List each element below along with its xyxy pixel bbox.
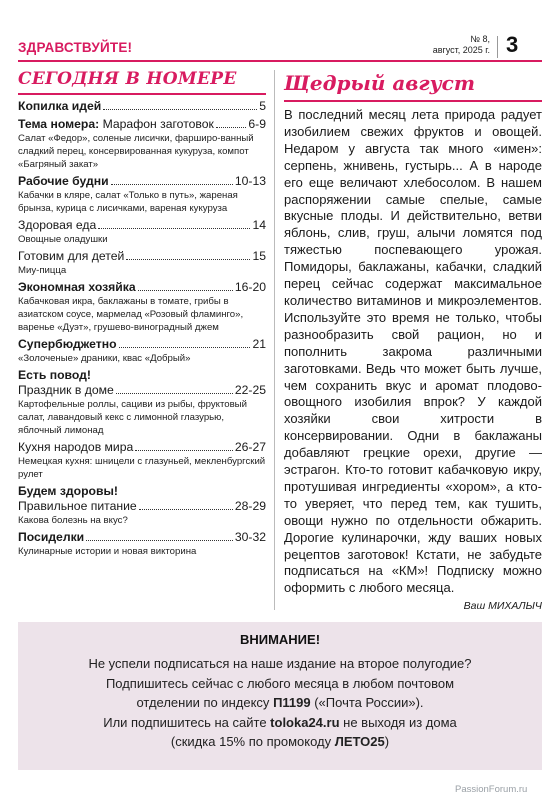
- notice-title: ВНИМАНИЕ!: [239, 632, 321, 647]
- toc-entry-page: 15: [252, 249, 266, 263]
- page-number: 3: [506, 32, 519, 57]
- toc-entry-page: 6-9: [248, 117, 266, 131]
- notice-line: [18, 713, 542, 733]
- subscription-notice: [18, 622, 542, 770]
- toc-entry[interactable]: [18, 117, 266, 171]
- toc-title-rule: [18, 93, 266, 95]
- toc-leader-dots: [139, 509, 233, 510]
- notice-text: Или подпишитесь на сайте: [103, 714, 271, 730]
- toc-title: СЕГОДНЯ В НОМЕРЕ: [18, 69, 237, 89]
- toc-entry-title: Здоровая еда: [18, 218, 97, 232]
- toc-entry[interactable]: [18, 383, 266, 437]
- issue-number: № 8,: [470, 34, 490, 44]
- toc-entry-title: Готовим для детей: [18, 249, 125, 263]
- toc-entry-title: Рабочие будни: [18, 174, 109, 188]
- site-watermark: PassionForum.ru: [455, 784, 528, 795]
- toc-leader-dots: [216, 127, 247, 128]
- toc-entry-page: 30-32: [234, 530, 266, 544]
- page-header: [0, 0, 560, 62]
- notice-line: Не успели подписаться на наше издание на второе полугодие?: [88, 656, 472, 671]
- toc-section-heading: Есть повод!: [18, 368, 91, 382]
- toc-entry[interactable]: [18, 440, 266, 481]
- article-signature: Ваш МИХАЛЫЧ: [463, 600, 542, 613]
- toc-leader-dots: [116, 393, 233, 394]
- notice-line: Подпишитесь сейчас с любого месяца в любом почтовом: [105, 675, 455, 691]
- toc-entry[interactable]: [18, 99, 266, 114]
- toc-entry-description: Какова болезнь на вкус?: [18, 515, 128, 526]
- article-title: Щедрый август: [284, 71, 475, 95]
- notice-text: ): [384, 734, 390, 749]
- toc-leader-dots: [126, 259, 250, 260]
- toc-entry-description: Кулинарные истории и новая викторина: [18, 546, 197, 557]
- toc-entry-page: 22-25: [234, 383, 266, 397]
- toc-leader-dots: [86, 540, 233, 541]
- toc-section-heading: Будем здоровы!: [18, 484, 118, 498]
- toc-entry[interactable]: [18, 530, 266, 558]
- toc-leader-dots: [111, 184, 233, 185]
- toc-leader-dots: [103, 109, 257, 110]
- notice-line: [18, 693, 542, 713]
- toc-entry[interactable]: [18, 174, 266, 215]
- column-separator: [274, 70, 275, 610]
- toc-entry-description: Кабачки в кляре, салат «Только в путь», жареная брынза, курица с лисичками, вареная кукуруза: [18, 190, 238, 214]
- toc-entry-subtitle: Марафон заготовок: [99, 117, 214, 131]
- notice-text: («Почта России»).: [310, 695, 424, 710]
- toc-entry-description: «Золоченые» драники, квас «Добрый»: [18, 353, 191, 364]
- toc-entry-page: 16-20: [234, 280, 266, 294]
- editorial-article: [284, 68, 542, 612]
- issue-date: август, 2025 г.: [432, 45, 490, 55]
- header-rule: [18, 60, 542, 62]
- toc-entry-page: 21: [252, 337, 266, 351]
- toc-entry-title: Экономная хозяйка: [18, 280, 136, 294]
- toc-entry-description: Миу-пицца: [18, 265, 67, 276]
- toc-entry-page: 10-13: [234, 174, 266, 188]
- header-separator: [497, 36, 498, 58]
- notice-text: (скидка 15% по промокоду: [170, 734, 335, 749]
- toc-leader-dots: [119, 347, 251, 348]
- toc-entry[interactable]: [18, 280, 266, 334]
- issue-info: [420, 34, 490, 56]
- toc-entry-description: Салат «Федор», соленые лисички, фарширо-ванный сладкий перец, консервированная кукуруза, компот «Багряный закат»: [18, 133, 254, 170]
- toc-entry-title: Тема номера:: [18, 117, 100, 131]
- toc-leader-dots: [98, 228, 250, 229]
- toc-entry[interactable]: [18, 249, 266, 277]
- table-of-contents: [18, 68, 266, 561]
- article-body: В последний месяц лета природа радует изобилием свежих фруктов и овощей. Недаром у августа так много «имен»: серпень, жнивень, густырь... А в народе его еще величают хлебосолом. В нашем распоряжении самые спелые, самые вкусные плоды. И действительно, ветви яблонь, слив, груш, алычи ломятся под тяжестью поспевающего урожая. Помидоры, баклажаны, кабачки, сладкий перец сейчас содержат максимальное количество витаминов и микроэлементов. Используйте это время не только, чтобы разнообразить свой рацион, но и пополнить закрома различными заготовками. Ведь что может быть лучше, чем сохранить вкус и аромат плодово-овощного изобилия впрок? У каждой хозяйки свои хитрости в консервировании. Одни в баклажаны добавляют грецкие орехи, другие — эстрагон. Кто-то готовит кабачковую икру, протушивая ингредиенты «хором», а кто-то уверяет, что перед тем, как тушить, овощи нужно по отдельности обжарить. Дорогие кулинарочки, жду ваших новых рецептов заготовок! Кстати, не забудьте подписаться на «КМ»! Подписку можно оформить с любого месяца.: [284, 107, 542, 596]
- notice-line: [18, 732, 542, 752]
- toc-entry-page: 14: [252, 218, 266, 232]
- toc-entry-title: Праздник в доме: [18, 383, 114, 397]
- article-title-rule: [284, 100, 542, 102]
- toc-entry-page: 26-27: [234, 440, 266, 454]
- toc-entry-page: 28-29: [234, 499, 266, 513]
- notice-text: не выходя из дома: [339, 714, 457, 730]
- toc-entry-description: Картофельные роллы, сациви из рыбы, фруктовый салат, лавандовый кекс с лимонной глазурью, яблочный лимонад: [18, 399, 247, 436]
- toc-entry[interactable]: [18, 499, 266, 527]
- toc-entry-title: Супербюджетно: [18, 337, 117, 351]
- toc-leader-dots: [135, 450, 233, 451]
- toc-entry-title: Копилка идей: [18, 99, 102, 113]
- toc-entry-description: Овощные оладушки: [18, 234, 108, 245]
- toc-entry-title: Правильное питание: [18, 499, 137, 513]
- notice-text: отделении по индексу: [136, 695, 274, 710]
- subscription-index: П1199: [273, 695, 311, 710]
- subscription-site-link[interactable]: toloka24.ru: [270, 714, 340, 730]
- toc-entry[interactable]: [18, 337, 266, 365]
- toc-entry-title: Посиделки: [18, 530, 85, 544]
- magazine-section-brand: ЗДРАВСТВУЙТЕ!: [18, 40, 133, 55]
- toc-entry-title: Кухня народов мира: [18, 440, 134, 454]
- toc-entry[interactable]: [18, 218, 266, 246]
- toc-leader-dots: [138, 290, 233, 291]
- promo-code: ЛЕТО25: [334, 734, 385, 749]
- toc-entry-page: 5: [259, 99, 266, 113]
- toc-entry-description: Немецкая кухня: шницели с глазуньей, мекленбургский рулет: [18, 456, 266, 480]
- toc-entry-description: Кабачковая икра, баклажаны в томате, грибы в азиатском соусе, мармелад «Розовый фламинго», варенье «Дуэт», грушево-виноградный джем: [18, 296, 244, 333]
